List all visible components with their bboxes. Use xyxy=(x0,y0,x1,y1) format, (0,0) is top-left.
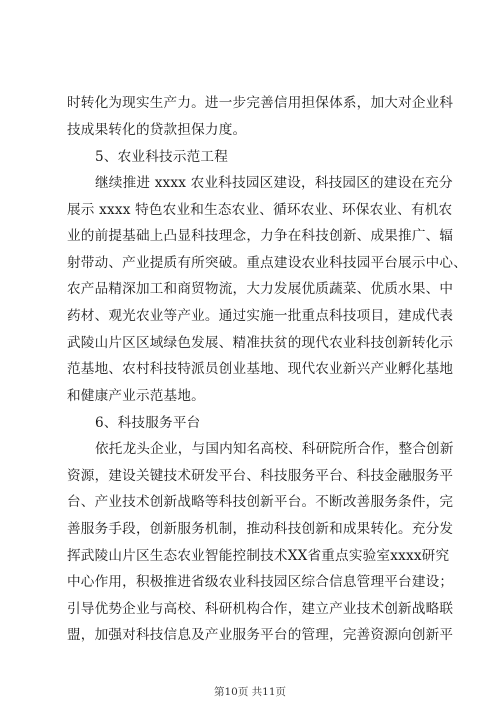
paragraph-line: 药材、观光农业等产业。通过实施一批重点科技项目，建成代表 xyxy=(67,308,454,324)
paragraph-line: 武陵山片区区域绿色发展、精准扶贫的现代农业科技创新转化示 xyxy=(67,335,454,351)
paragraph-line: 挥武陵山片区生态农业智能控制技术XX省重点实验室xxxx研究 xyxy=(67,548,450,564)
paragraph-line: 盟，加强对科技信息及产业服务平台的管理，完善资源向创新平 xyxy=(67,627,454,643)
paragraph-line: 依托龙头企业，与国内知名高校、科研院所合作，整合创新 xyxy=(95,441,454,457)
section-heading: 6、科技服务平台 xyxy=(95,415,201,431)
paragraph-line: 善服务手段，创新服务机制，推动科技创新和成果转化。充分发 xyxy=(67,521,454,537)
paragraph-line: 时转化为现实生产力。进一步完善信用担保体系，加大对企业科 xyxy=(67,95,454,111)
paragraph-line: 射带动、产业提质有所突破。重点建设农业科技园平台展示中心、 xyxy=(67,255,468,271)
page-number-footer: 第10页 共11页 xyxy=(213,686,287,698)
paragraph-line: 业的前提基础上凸显科技理念，力争在科技创新、成果推广、辐 xyxy=(67,228,454,244)
paragraph-line: 技成果转化的贷款担保力度。 xyxy=(67,122,247,138)
paragraph-line: 继续推进 xxxx 农业科技园区建设，科技园区的建设在充分 xyxy=(95,175,453,191)
section-heading: 5、农业科技示范工程 xyxy=(95,149,228,165)
paragraph-line: 农产品精深加工和商贸物流，大力发展优质蔬菜、优质水果、中 xyxy=(67,281,454,297)
paragraph-line: 台、产业技术创新战略等科技创新平台。不断改善服务条件，完 xyxy=(67,494,454,510)
paragraph-line: 范基地、农村科技特派员创业基地、现代农业新兴产业孵化基地 xyxy=(67,361,454,377)
paragraph-line: 和健康产业示范基地。 xyxy=(67,388,205,404)
paragraph-line: 资源，建设关键技术研发平台、科技服务平台、科技金融服务平 xyxy=(67,468,454,484)
paragraph-line: 引导优势企业与高校、科研机构合作，建立产业技术创新战略联 xyxy=(67,601,454,617)
paragraph-line: 中心作用，积极推进省级农业科技园区综合信息管理平台建设； xyxy=(67,574,454,590)
paragraph-line: 展示 xxxx 特色农业和生态农业、循环农业、环保农业、有机农 xyxy=(67,202,453,218)
